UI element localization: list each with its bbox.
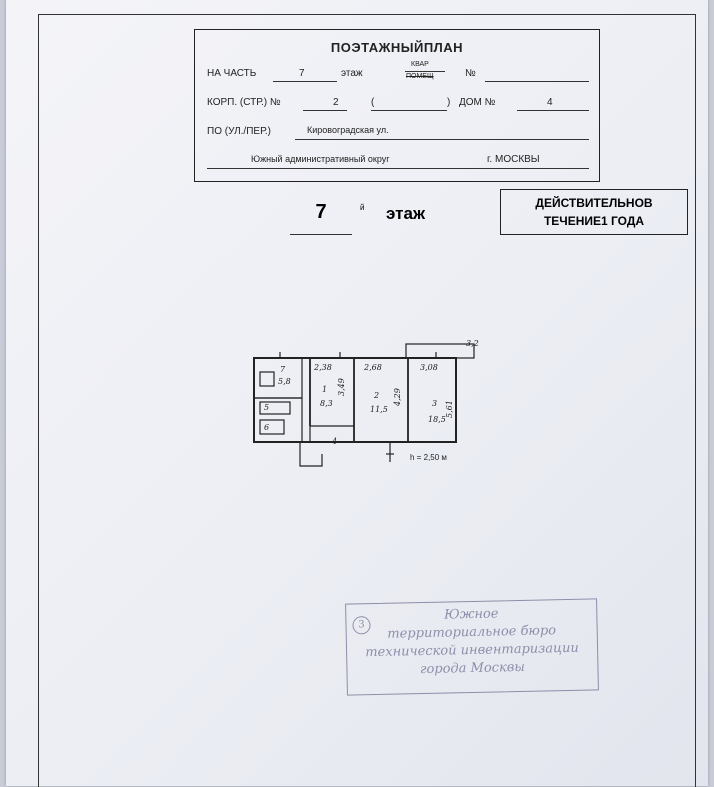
- room-2-side: 4,29: [393, 388, 402, 406]
- validity-box: [500, 189, 688, 235]
- floor-suffix: й: [360, 203, 365, 212]
- floor-underline: [290, 234, 352, 235]
- room-2-num: 2: [374, 391, 380, 400]
- stamp-line-1: Южное: [443, 606, 499, 623]
- kvar-word: КВАР: [411, 61, 429, 68]
- header-box: [194, 29, 600, 182]
- ceiling-height: h = 2,50 м: [410, 453, 447, 462]
- street-value: Кировоградская ул.: [307, 125, 389, 135]
- floor-number: 7: [315, 201, 327, 223]
- validity-line-2: ТЕЧЕНИЕ1 ГОДА: [543, 214, 645, 228]
- dom-value: 4: [547, 97, 553, 108]
- room-5-num: 5: [264, 403, 270, 412]
- stamp-line-4: города Москвы: [419, 659, 526, 678]
- room-6-num: 6: [264, 423, 270, 432]
- room-1-area: 8,3: [320, 399, 333, 408]
- room-1-num: 1: [322, 385, 328, 394]
- room-7-num: 7: [280, 365, 286, 374]
- pomeshch-word: ПОМЕЩ: [406, 73, 434, 80]
- room-7-area: 5,8: [278, 377, 291, 386]
- stamp-line-3: технической инвентаризации: [365, 640, 580, 661]
- street-label: ПО (УЛ./ПЕР.): [207, 126, 271, 137]
- korp-label: КОРП. (СТР.) №: [207, 97, 281, 108]
- room-4-num: 4: [332, 437, 338, 446]
- validity-line-1: ДЕЙСТВИТЕЛЬНОВ: [535, 196, 653, 210]
- paren-close: ): [447, 97, 451, 108]
- bti-stamp: [345, 598, 599, 695]
- city: г. МОСКВЫ: [487, 154, 540, 165]
- number-sign: №: [465, 68, 476, 79]
- document-title: ПОЭТАЖНЫЙПЛАН: [330, 40, 464, 55]
- stamp-line-2: территориальное бюро: [387, 623, 557, 642]
- dim-room-2: 2,68: [364, 363, 382, 372]
- district: Южный административный округ: [251, 154, 390, 164]
- room-1-side: 3,49: [337, 378, 346, 396]
- paren-open: (: [371, 97, 375, 108]
- room-3-side: 5,61: [445, 400, 454, 418]
- dim-room-3: 3,08: [420, 363, 438, 372]
- balcony-outline: [406, 344, 474, 358]
- dim-room-1: 2,38: [314, 363, 332, 372]
- floor-label: этаж: [386, 204, 425, 223]
- document-sheet: [6, 0, 708, 786]
- room-3-area: 18,5: [428, 415, 446, 424]
- part-label: НА ЧАСТЬ: [207, 68, 257, 79]
- floor-plan-drawing: [240, 336, 480, 486]
- dom-label: ДОМ №: [459, 97, 496, 108]
- balcony-dim: 3,2: [466, 339, 479, 348]
- korp-value: 2: [333, 97, 339, 108]
- floor-value: 7: [299, 68, 305, 79]
- room-2-area: 11,5: [370, 405, 388, 414]
- floor-word: этаж: [341, 68, 363, 79]
- room-3-num: 3: [432, 399, 438, 408]
- stamp-number: 3: [352, 616, 370, 634]
